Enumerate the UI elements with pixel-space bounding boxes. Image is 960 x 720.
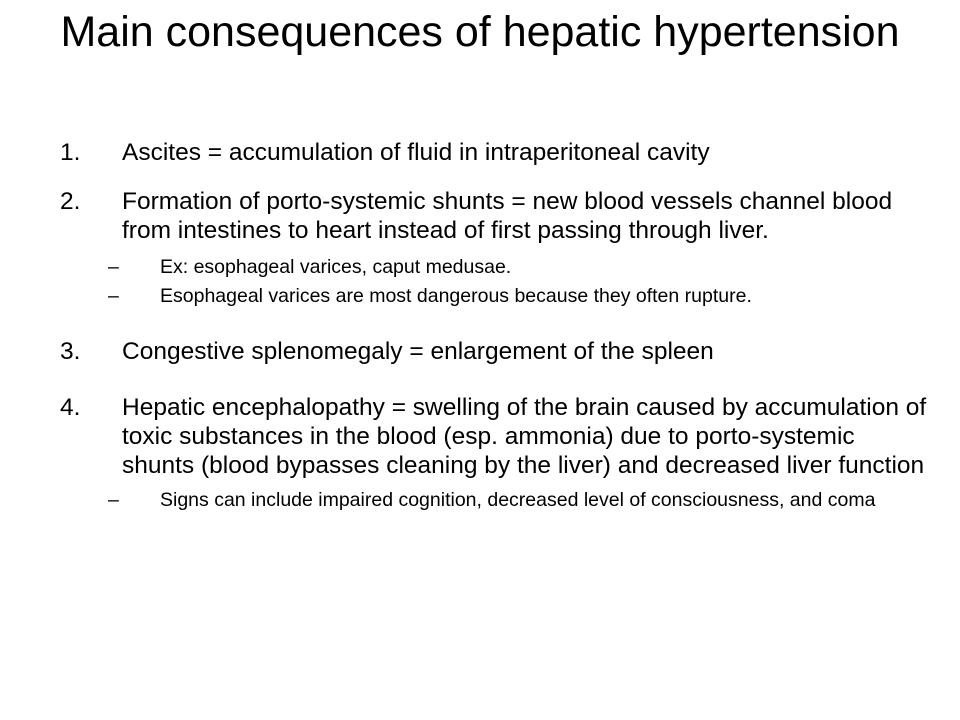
dash-bullet: – (108, 285, 119, 307)
sub-list-item (60, 489, 930, 511)
list-item (60, 138, 930, 167)
list-item (60, 393, 930, 480)
bullet-list (60, 136, 930, 511)
list-item-number: 3. (60, 338, 81, 365)
sub-list-item-text: Ex: esophageal varices, caput medusae. (160, 256, 512, 278)
dash-bullet: – (108, 489, 119, 511)
list-item (60, 337, 930, 366)
list-item-number: 4. (60, 394, 81, 421)
sub-list-item (60, 256, 930, 278)
sub-list-item-text: Signs can include impaired cognition, decreased level of consciousness, and coma (160, 489, 876, 511)
sub-list-item (60, 285, 930, 307)
list-item-text: Ascites = accumulation of fluid in intraperitoneal cavity (122, 139, 710, 166)
list-item-number: 2. (60, 188, 81, 215)
dash-bullet: – (108, 256, 119, 278)
slide-title: Main consequences of hepatic hypertension (60, 8, 900, 56)
sub-list-item-text: Esophageal varices are most dangerous because they often rupture. (160, 285, 752, 307)
list-item-number: 1. (60, 139, 81, 166)
list-item (60, 187, 930, 245)
list-item-text: Formation of porto-systemic shunts = new blood vessels channel blood from intestines to heart instead of first passing through liver. (122, 188, 893, 244)
list-item-text: Congestive splenomegaly = enlargement of the spleen (122, 338, 714, 365)
list-item-text: Hepatic encephalopathy = swelling of the brain caused by accumulation of toxic substances in the blood (esp. ammonia) due to porto-systemic shunts (blood bypasses cleaning by the liver) and decreased liver function (122, 394, 927, 479)
